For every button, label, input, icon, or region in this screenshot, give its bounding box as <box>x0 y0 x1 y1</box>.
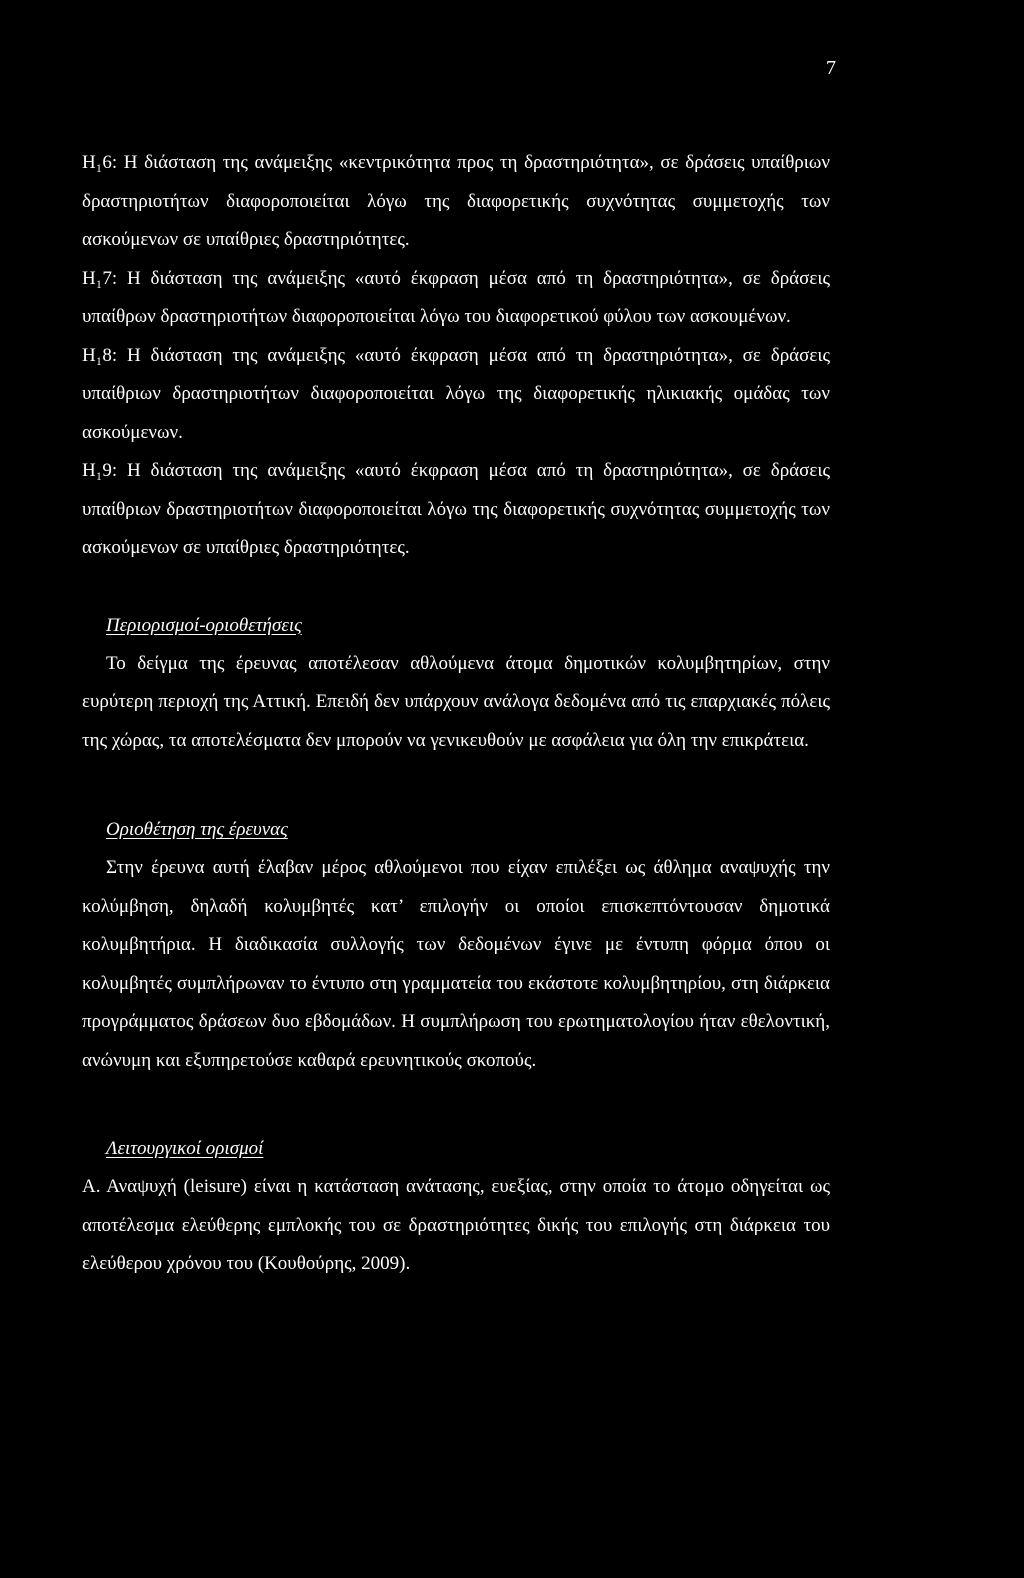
page-body <box>82 144 830 1284</box>
operational-definition-a: Α. Αναψυχή (leisure) είναι η κατάσταση ανάτασης, ευεξίας, στην οποία το άτομο οδηγείται ως αποτέλεσμα ελεύθερης εμπλοκής του σε δραστηριότητες δικής του επιλογής στη διάρκεια του ελεύθερου χρόνου του (Κουθούρης, 2009). <box>82 1176 830 1274</box>
limitations-paragraph: Το δείγμα της έρευνας αποτέλεσαν αθλούμενα άτομα δημοτικών κολυμβητηρίων, στην ευρύτερη περιοχή της Αττική. Επειδή δεν υπάρχουν ανάλογα δεδομένα από τις επαρχιακές πόλεις της χώρας, τα αποτελέσματα δεν μπορούν να γενικευθούν με ασφάλεια για όλη την επικράτεια. <box>82 652 830 751</box>
hypothesis-h6: Η₁6: Η διάσταση της ανάμειξης «κεντρικότητα προς τη δραστηριότητα», σε δράσεις υπαίθριων δραστηριοτήτων διαφοροποιείται λόγω της διαφορετικής συχνότητας συμμετοχής των ασκούμενων σε υπαίθριες δραστηριότητες. <box>82 152 830 250</box>
delimitation-heading: Οριοθέτηση της έρευνας <box>106 819 288 840</box>
delimitation-paragraph: Στην έρευνα αυτή έλαβαν μέρος αθλούμενοι που είχαν επιλέξει ως άθλημα αναψυχής την κολύμβηση, δηλαδή κολυμβητές κατ’ επιλογήν οι οποίοι επισκεπτόντουσαν δημοτικά κολυμβητήρια. Η διαδικασία συλλογής των δεδομένων έγινε με έντυπη φόρμα όπου οι κολυμβητές συμπλήρωναν το έντυπο στη γραμματεία του εκάστοτε κολυμβητηρίου, στη διάρκεια προγράμματος δράσεων δυο εβδομάδων. Η συμπλήρωση του ερωτηματολογίου ήταν εθελοντική, ανώνυμη και εξυπηρετούσε καθαρά ερευνητικούς σκοπούς. <box>82 857 830 1071</box>
hypothesis-h9: Η₁9: Η διάσταση της ανάμειξης «αυτό έκφραση μέσα από τη δραστηριότητα», σε δράσεις υπαίθριων δραστηριοτήτων διαφοροποιείται λόγω της διαφορετικής συχνότητας συμμετοχής των ασκούμενων σε υπαίθριες δραστηριότητες. <box>82 460 830 558</box>
page-number: 7 <box>826 57 836 79</box>
limitations-heading: Περιορισμοί-οριοθετήσεις <box>106 614 302 636</box>
operational-definitions-heading: Λειτουργικοί ορισμοί <box>106 1138 264 1159</box>
hypothesis-h8: Η₁8: Η διάσταση της ανάμειξης «αυτό έκφραση μέσα από τη δραστηριότητα», σε δράσεις υπαίθριων δραστηριοτήτων διαφοροποιείται λόγω της διαφορετικής ηλικιακής ομάδας των ασκούμενων. <box>82 344 830 443</box>
hypothesis-h7: Η₁7: Η διάσταση της ανάμειξης «αυτό έκφραση μέσα από τη δραστηριότητα», σε δράσεις υπαίθρων δραστηριοτήτων διαφοροποιείται λόγω του διαφορετικού φύλου των ασκουμένων. <box>82 267 830 327</box>
